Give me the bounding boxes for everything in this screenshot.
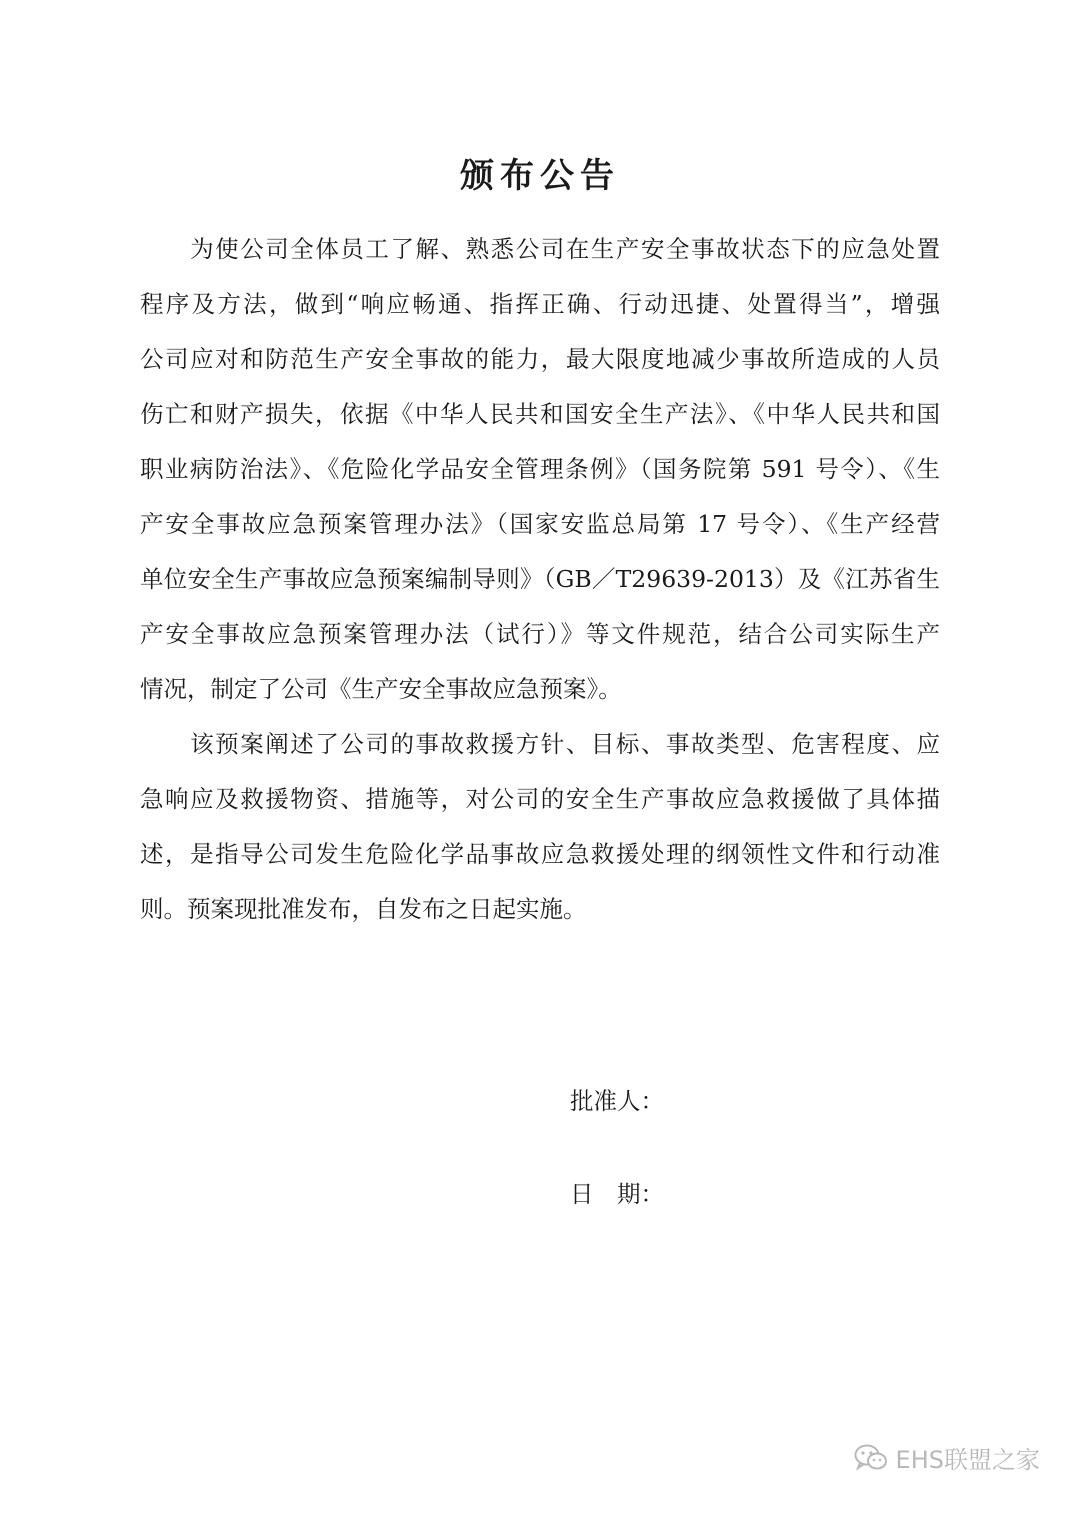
watermark-text: EHS联盟之家 [895, 1446, 1040, 1474]
body-line: 产安全事故应急预案管理办法（试行）》等文件规范，结合公司实际生产 [140, 620, 940, 648]
body-line: 产安全事故应急预案管理办法》（国家安监总局第 17 号令）、《生产经营 [140, 510, 940, 538]
body-line: 伤亡和财产损失，依据《中华人民共和国安全生产法》、《中华人民共和国 [140, 400, 940, 428]
approver-label: 批准人： [570, 1087, 664, 1115]
body-line: 单位安全生产事故应急预案编制导则》（GB／T29639-2013）及《江苏省生 [140, 565, 940, 593]
body-line: 则。预案现批准发布，自发布之日起实施。 [140, 895, 587, 923]
body-line: 急响应及救援物资、措施等，对公司的安全生产事故应急救援做了具体描 [140, 785, 940, 813]
wechat-icon [854, 1444, 888, 1472]
date-label: 日 期： [570, 1180, 664, 1208]
document-title: 颁布公告 [460, 156, 620, 196]
body-line: 职业病防治法》、《危险化学品安全管理条例》（国务院第 591 号令）、《生 [140, 455, 940, 483]
body-line: 为使公司全体员工了解、熟悉公司在生产安全事故状态下的应急处置 [140, 235, 940, 263]
document-body [140, 222, 940, 937]
body-line: 程序及方法，做到“响应畅通、指挥正确、行动迅捷、处置得当”，增强 [140, 290, 940, 318]
watermark [854, 1440, 1040, 1475]
body-line: 情况，制定了公司《生产安全事故应急预案》。 [140, 675, 622, 703]
body-line: 述，是指导公司发生危险化学品事故应急救援处理的纲领性文件和行动准 [140, 840, 940, 868]
body-line: 公司应对和防范生产安全事故的能力，最大限度地减少事故所造成的人员 [140, 345, 940, 373]
body-line: 该预案阐述了公司的事故救援方针、目标、事故类型、危害程度、应 [140, 730, 940, 758]
